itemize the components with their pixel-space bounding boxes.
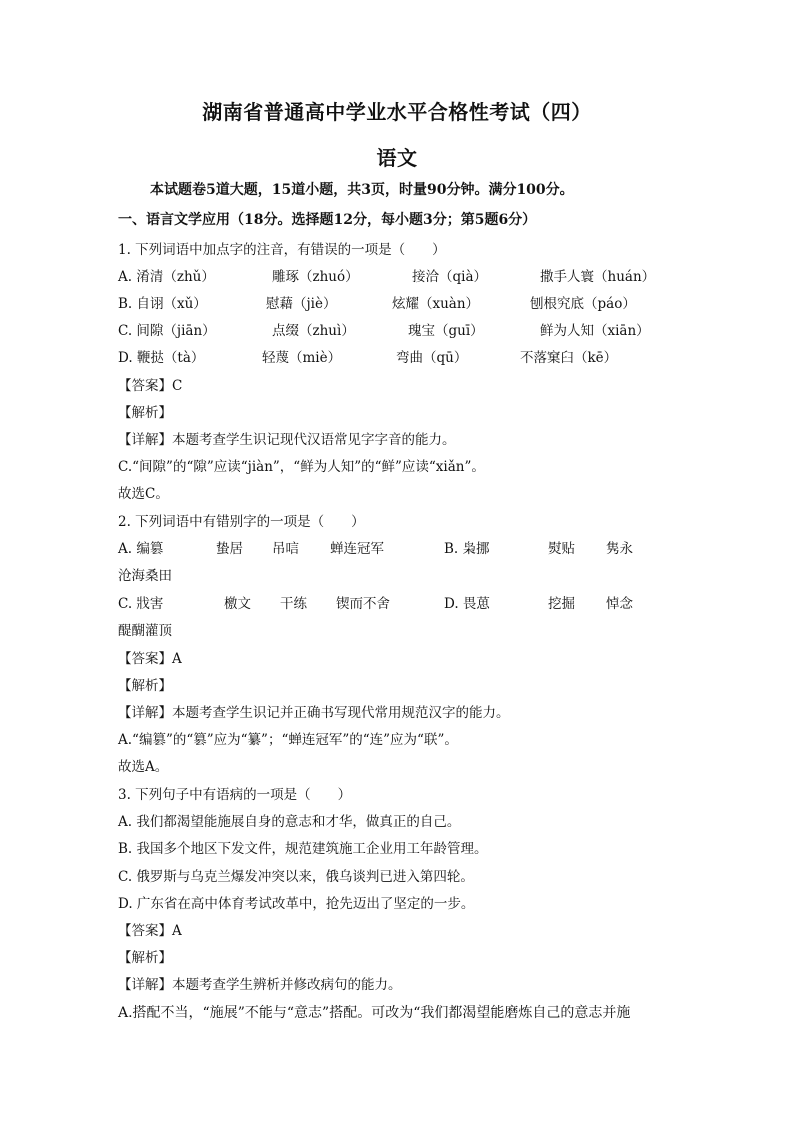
detail-text: 【详解】本题考查学生辨析并修改病句的能力。 [118,977,402,993]
option-cell: D. 鞭挞（tà） [118,350,205,366]
subject-title: 语文 [376,146,418,170]
answer-label: 【答案】C [118,378,183,394]
option-cell: A. 淆清（zhǔ） [118,269,215,285]
analysis-label: 【解析】 [118,405,172,421]
option-cell: 点缀（zhuì） [272,323,355,339]
option-line: A. 我们都渴望能施展自身的意志和才华，做真正的自己。 [118,814,461,830]
option-cell: 沧海桑田 [118,568,172,584]
option-cell: 轻蔑（miè） [262,350,342,366]
explanation-text: A.搭配不当，“施展”不能与“意志”搭配。可改为“我们都渴望能磨炼自己的意志并施 [118,1005,631,1021]
question-2-stem: 2. 下列词语中有错别字的一项是（ ） [118,514,365,530]
question-1-stem: 1. 下列词语中加点字的注音，有错误的一项是（ ） [118,242,446,258]
option-cell: B. 枭挪 [444,541,490,557]
option-line: D. 广东省在高中体育考试改革中，抢先迈出了坚定的一步。 [118,896,475,912]
option-cell: 蝉连冠军 [330,541,384,557]
answer-label: 【答案】A [118,651,182,667]
option-cell: 弯曲（qū） [396,350,468,366]
option-line: C. 俄罗斯与乌克兰爆发冲突以来，俄乌谈判已进入第四轮。 [118,869,474,885]
option-cell: 鲜为人知（xiān） [540,323,650,339]
analysis-label: 【解析】 [118,950,172,966]
exam-title: 湖南省普通高中学业水平合格性考试（四） [202,100,592,124]
option-cell: 慰藉（jiè） [266,296,337,312]
section-heading: 一、语言文学应用（18分。选择题12分，每小题3分；第5题6分） [118,212,537,228]
option-cell: 檄文 [224,596,251,612]
option-cell: 隽永 [606,541,633,557]
detail-text: 【详解】本题考查学生识记并正确书写现代常用规范汉字的能力。 [118,705,510,721]
option-cell: 炫耀（xuàn） [392,296,480,312]
option-cell: 接洽（qià） [412,269,488,285]
conclusion-text: 故选A。 [118,759,169,775]
exam-info: 本试题卷5道大题，15道小题，共3页，时量90分钟。满分100分。 [150,182,574,198]
option-line: B. 我国多个地区下发文件，规范建筑施工企业用工年龄管理。 [118,841,488,857]
option-cell: 熨贴 [548,541,575,557]
option-cell: 醍醐灌顶 [118,623,172,639]
option-cell: A. 编篡 [118,541,164,557]
option-cell: C. 间隙（jiān） [118,323,216,339]
conclusion-text: 故选C。 [118,486,169,502]
option-cell: 不落窠臼（kē） [520,350,618,366]
analysis-label: 【解析】 [118,678,172,694]
option-cell: 蛰居 [216,541,243,557]
explanation-text: A.“编篡”的“篡”应为“纂”；“蝉连冠军”的“连”应为“联”。 [118,732,458,748]
option-cell: D. 畏葸 [444,596,490,612]
option-cell: 撒手人寰（huán） [540,269,656,285]
option-cell: 挖掘 [548,596,575,612]
option-cell: 吊唁 [272,541,299,557]
option-cell: C. 戕害 [118,596,164,612]
option-cell: 干练 [280,596,307,612]
option-cell: 雕琢（zhuó） [272,269,359,285]
option-cell: B. 自诩（xǔ） [118,296,207,312]
explanation-text: C.“间隙”的“隙”应读“jiàn”，“鲜为人知”的“鲜”应读“xiǎn”。 [118,459,485,475]
option-cell: 瑰宝（guī） [408,323,484,339]
option-cell: 刨根究底（páo） [530,296,636,312]
option-cell: 锲而不舍 [336,596,390,612]
option-cell: 悼念 [606,596,633,612]
answer-label: 【答案】A [118,923,182,939]
detail-text: 【详解】本题考查学生识记现代汉语常见字字音的能力。 [118,432,456,448]
question-3-stem: 3. 下列句子中有语病的一项是（ ） [118,787,352,803]
